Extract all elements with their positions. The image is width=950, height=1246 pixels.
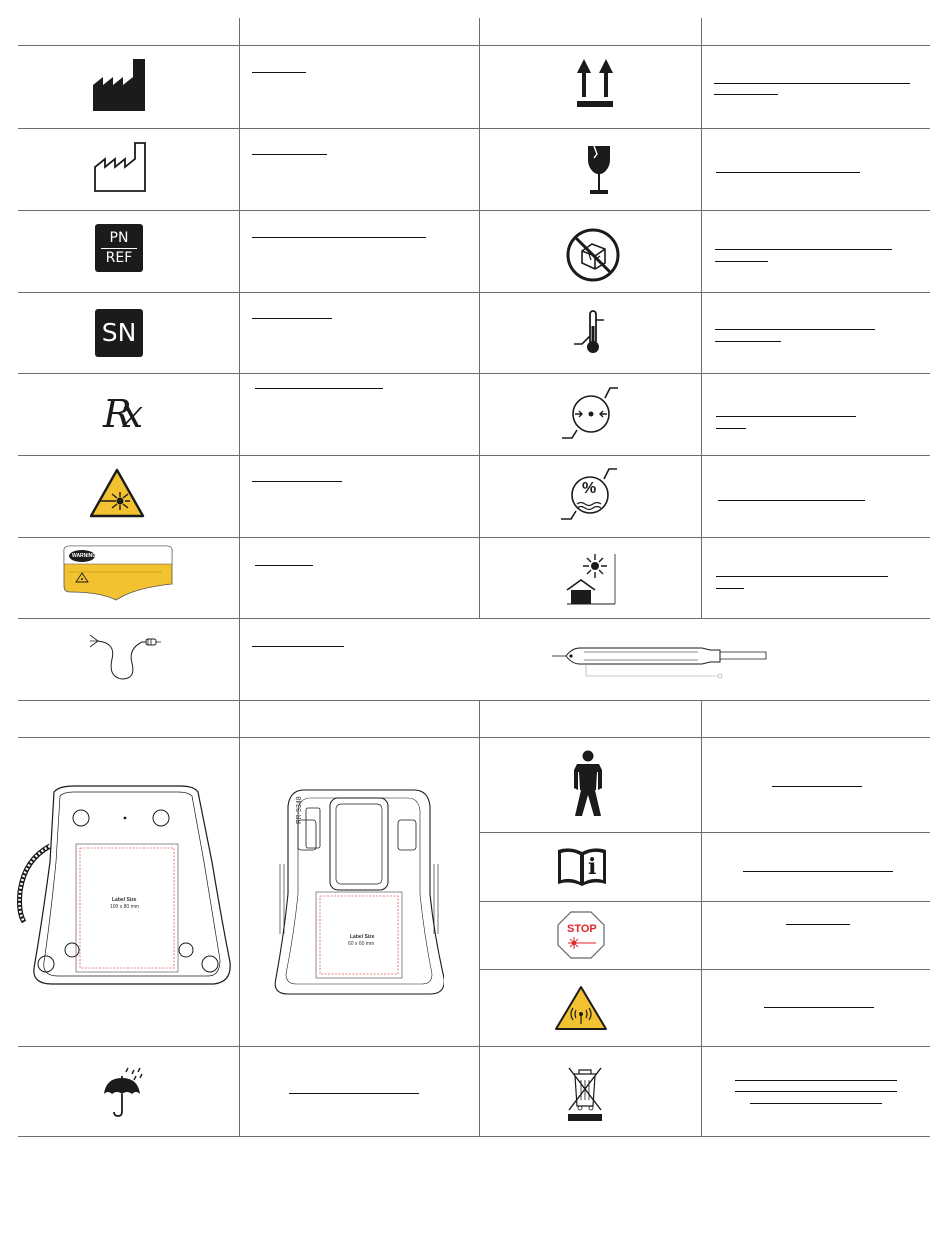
prescription-symbol: Rx	[102, 392, 134, 436]
part-number-badge	[95, 224, 143, 272]
column-rule	[479, 700, 480, 1136]
humidity-limit-icon	[557, 466, 619, 524]
text-redaction-line	[716, 428, 746, 429]
row-rule	[18, 210, 930, 211]
humidity-symbol: %	[582, 480, 597, 497]
column-rule	[701, 700, 702, 1136]
text-redaction-line	[255, 388, 383, 389]
fiber-cable-icon	[86, 629, 162, 683]
applied-part-icon	[568, 750, 608, 818]
handpiece-icon	[550, 636, 768, 680]
label-size-dimensions: 60 x 60 mm	[348, 941, 375, 947]
row-rule	[18, 128, 930, 129]
section-header-rule	[18, 737, 930, 738]
table-top-rule	[18, 45, 930, 46]
row-rule	[18, 618, 930, 619]
text-redaction-line	[715, 341, 781, 342]
prescription-only-icon	[92, 388, 144, 440]
text-redaction-line	[252, 646, 344, 647]
date-of-manufacture-icon	[92, 140, 148, 194]
pressure-limit-icon	[558, 384, 620, 442]
row-rule	[18, 537, 930, 538]
row-rule	[18, 292, 930, 293]
text-redaction-line	[743, 871, 893, 872]
row-rule	[479, 969, 930, 970]
serial-number-badge	[95, 309, 143, 357]
row-rule	[18, 455, 930, 456]
text-redaction-line	[255, 565, 313, 566]
stop-sign-text: STOP	[567, 923, 597, 935]
fragile-icon	[584, 144, 614, 200]
serial-number-label: SN	[101, 318, 137, 347]
text-redaction-line	[764, 1007, 874, 1008]
device-plate-code: PR-9348	[296, 796, 303, 824]
row-rule	[18, 700, 930, 701]
text-redaction-line	[715, 249, 892, 250]
row-rule	[479, 832, 930, 833]
text-redaction-line	[716, 576, 888, 577]
instructions-icon	[556, 846, 608, 888]
warning-badge-text: WARNING	[72, 553, 97, 559]
reference-label: REF	[105, 249, 133, 266]
text-redaction-line	[714, 94, 778, 95]
text-redaction-line	[714, 83, 910, 84]
label-size-title: Label Size	[112, 897, 137, 903]
text-redaction-line	[252, 481, 342, 482]
manufacturer-icon	[90, 57, 148, 113]
text-redaction-line	[735, 1080, 897, 1081]
device-bottom-view	[14, 782, 236, 990]
badge-divider	[101, 248, 137, 249]
column-rule	[701, 18, 702, 618]
text-redaction-line	[718, 500, 865, 501]
row-rule	[18, 1046, 930, 1047]
text-redaction-line	[289, 1093, 419, 1094]
warning-label-icon	[62, 544, 174, 602]
row-rule	[18, 373, 930, 374]
laser-warning-icon	[88, 466, 146, 520]
text-redaction-line	[716, 172, 860, 173]
temperature-limit-icon	[572, 308, 612, 356]
text-redaction-line	[786, 924, 850, 925]
row-rule	[479, 901, 930, 902]
device-back-view	[274, 784, 444, 996]
non-ionizing-radiation-icon	[554, 983, 608, 1033]
text-redaction-line	[252, 72, 306, 73]
text-redaction-line	[252, 154, 327, 155]
text-redaction-line	[716, 588, 744, 589]
keep-dry-icon	[100, 1066, 146, 1118]
text-redaction-line	[252, 318, 332, 319]
text-redaction-line	[735, 1091, 897, 1092]
label-size-dimensions: 100 x 80 mm	[110, 904, 139, 910]
text-redaction-line	[252, 237, 426, 238]
keep-out-of-sunlight-icon	[565, 552, 617, 606]
text-redaction-line	[750, 1103, 882, 1104]
info-glyph: i	[588, 854, 597, 880]
column-rule	[239, 18, 240, 1136]
text-redaction-line	[715, 261, 768, 262]
table-bottom-rule	[18, 1136, 930, 1137]
this-way-up-icon	[573, 57, 617, 109]
part-number-label: PN	[109, 229, 129, 246]
do-not-stack-icon	[565, 227, 621, 283]
text-redaction-line	[716, 416, 856, 417]
text-redaction-line	[715, 329, 875, 330]
weee-disposal-icon	[565, 1062, 605, 1122]
stop-laser-icon	[556, 909, 606, 961]
label-size-title: Label Size	[350, 934, 375, 940]
column-rule	[479, 18, 480, 618]
text-redaction-line	[772, 786, 862, 787]
